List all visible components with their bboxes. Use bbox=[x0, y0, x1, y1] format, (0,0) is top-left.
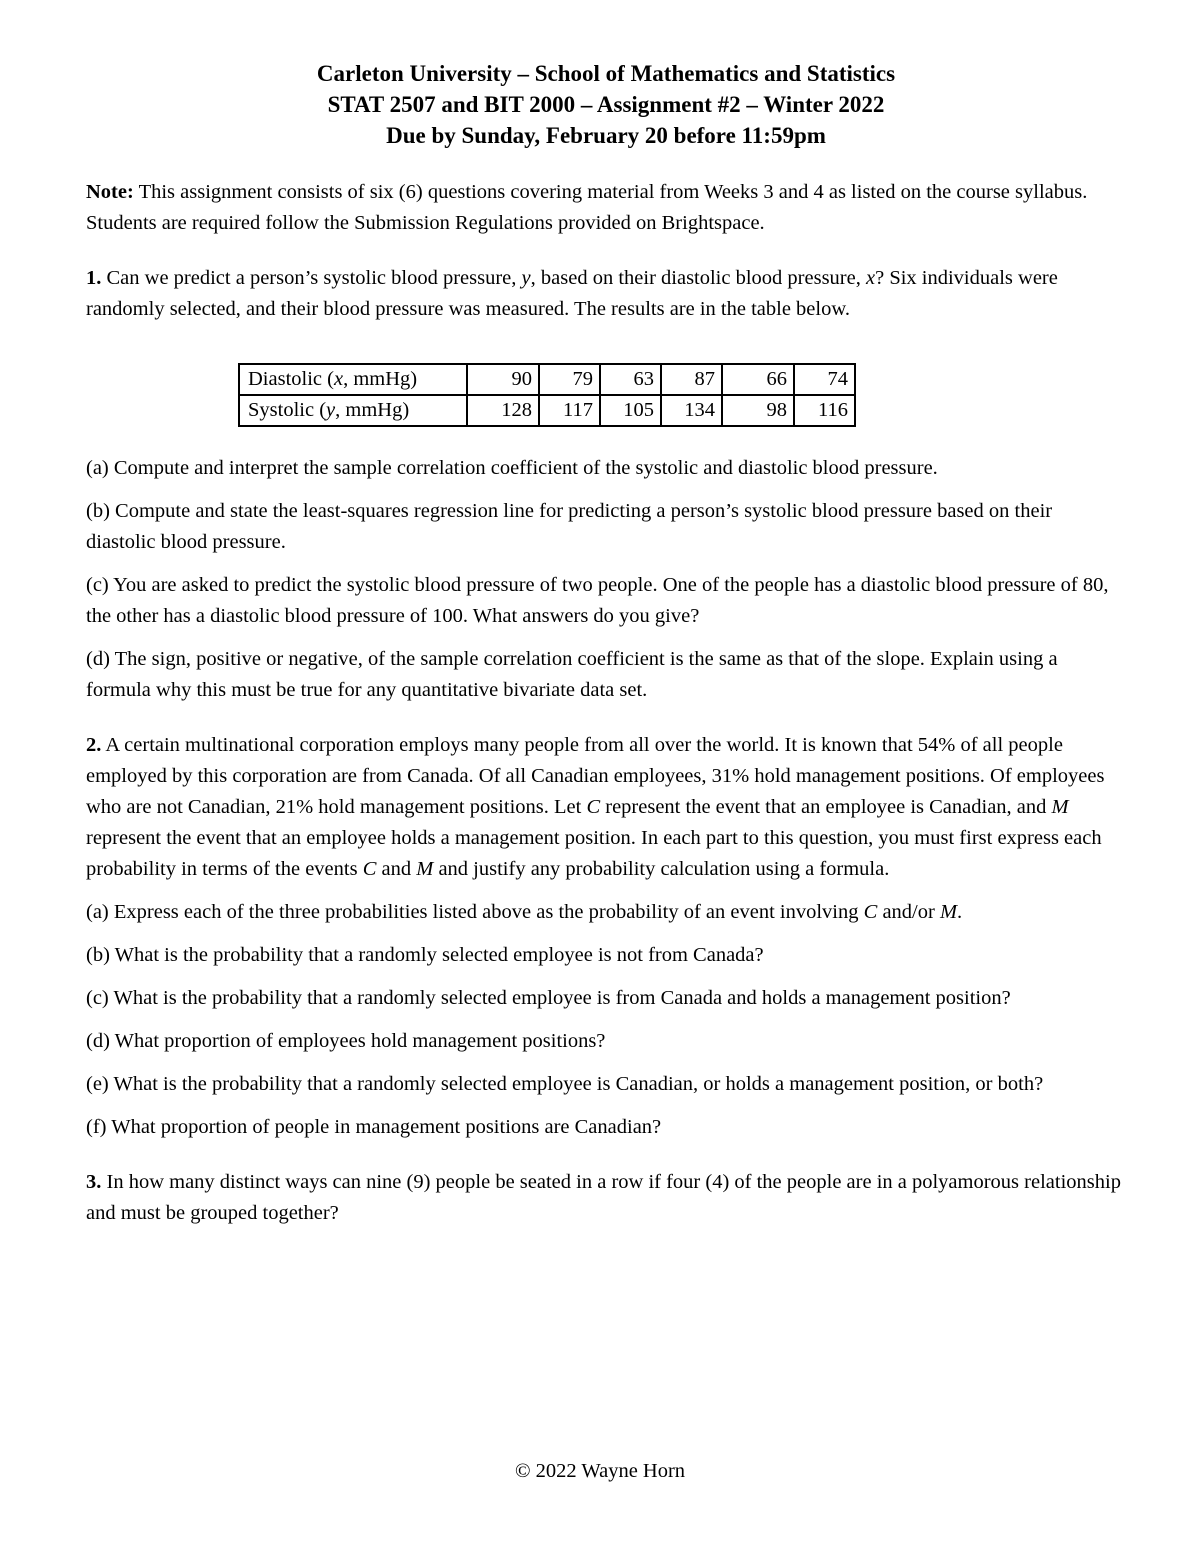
q2-intro-text: represent the event that an employee is Canadian, and bbox=[600, 796, 1052, 818]
q2-part-a bbox=[86, 897, 1126, 928]
q1-number: 1. bbox=[86, 267, 102, 289]
table-cell: 87 bbox=[661, 364, 722, 395]
table-cell: 66 bbox=[722, 364, 794, 395]
table-cell: 63 bbox=[600, 364, 661, 395]
label-var: y bbox=[326, 399, 336, 421]
note-text: This assignment consists of six (6) questions covering material from Weeks 3 and 4 as listed on the course syllabus. Students are required follow the Submission Regulations provided on Brightspace. bbox=[86, 181, 1088, 234]
q1-intro-text: , based on their diastolic blood pressure, bbox=[530, 267, 866, 289]
q3-number: 3. bbox=[86, 1171, 102, 1193]
copyright-footer: © 2022 Wayne Horn bbox=[514, 1460, 686, 1482]
label-text: , mmHg) bbox=[335, 399, 410, 421]
table-cell: 74 bbox=[794, 364, 855, 395]
row-label-diastolic bbox=[239, 364, 467, 395]
q2-var-m: M bbox=[416, 858, 434, 880]
q2-var-c: C bbox=[362, 858, 377, 880]
document-page bbox=[86, 58, 1126, 1229]
table-cell: 79 bbox=[539, 364, 600, 395]
header-due-date: Due by Sunday, February 20 before 11:59pm bbox=[386, 123, 826, 148]
header-university: Carleton University – School of Mathematics and Statistics bbox=[316, 61, 896, 86]
q2-intro-text: A certain multinational corporation employs many people from all over the world. It is known that 54% of all people employed by this corporation are from Canada. Of all Canadian employees, 31% hold management positions. Of employees who are not Canadian, 21% hold management positions. Let bbox=[86, 734, 1105, 818]
q2-intro-text: and justify any probability calculation using a formula. bbox=[433, 858, 890, 880]
q2-part-a-text: and/or bbox=[877, 901, 940, 923]
q1-part-d: (d) The sign, positive or negative, of the sample correlation coefficient is the same as that of the slope. Explain using a formula why this must be true for any quantitative bivariate data set. bbox=[86, 648, 1058, 701]
q2-number: 2. bbox=[86, 734, 102, 756]
q1-var-x: x bbox=[865, 267, 876, 289]
question-3 bbox=[86, 1167, 1126, 1229]
label-text: , mmHg) bbox=[343, 368, 418, 390]
q2-var-c: C bbox=[863, 901, 878, 923]
header-course: STAT 2507 and BIT 2000 – Assignment #2 – Winter 2022 bbox=[327, 92, 885, 117]
blood-pressure-table bbox=[238, 363, 856, 427]
question-1 bbox=[86, 263, 1126, 706]
q3-text bbox=[86, 1167, 1126, 1229]
table-cell: 117 bbox=[539, 395, 600, 426]
table-row-systolic bbox=[239, 395, 855, 426]
table-cell: 116 bbox=[794, 395, 855, 426]
q2-var-m: M bbox=[1051, 796, 1069, 818]
table-cell: 90 bbox=[467, 364, 539, 395]
q3-body: In how many distinct ways can nine (9) people be seated in a row if four (4) of the people are in a polyamorous relationship and must be grouped together? bbox=[86, 1171, 1121, 1224]
table-row-diastolic bbox=[239, 364, 855, 395]
q1-part-c: (c) You are asked to predict the systolic blood pressure of two people. One of the people has a diastolic blood pressure of 80, the other has a diastolic blood pressure of 100. What answers do you give? bbox=[86, 574, 1109, 627]
q2-part-c: (c) What is the probability that a randomly selected employee is from Canada and holds a management position? bbox=[86, 987, 1011, 1009]
q2-part-e: (e) What is the probability that a randomly selected employee is Canadian, or holds a management position, or both? bbox=[86, 1073, 1044, 1095]
table-cell: 105 bbox=[600, 395, 661, 426]
q2-intro-text: and bbox=[376, 858, 417, 880]
q2-intro bbox=[86, 730, 1126, 885]
q2-part-a-text: (a) Express each of the three probabilities listed above as the probability of an event involving bbox=[86, 901, 864, 923]
q2-var-m: M bbox=[939, 901, 958, 923]
q1-part-a: (a) Compute and interpret the sample correlation coefficient of the systolic and diastolic blood pressure. bbox=[86, 457, 938, 479]
q1-intro-text: Can we predict a person’s systolic blood pressure, bbox=[101, 267, 522, 289]
q1-var-y: y bbox=[521, 267, 531, 289]
note-label: Note: bbox=[86, 181, 134, 203]
question-2 bbox=[86, 730, 1126, 1143]
q2-part-f: (f) What proportion of people in management positions are Canadian? bbox=[86, 1116, 662, 1138]
q2-part-b: (b) What is the probability that a randomly selected employee is not from Canada? bbox=[86, 944, 764, 966]
note-paragraph bbox=[86, 177, 1126, 239]
q2-part-a-text: . bbox=[957, 901, 963, 923]
table-cell: 134 bbox=[661, 395, 722, 426]
q1-part-b: (b) Compute and state the least-squares regression line for predicting a person’s systolic blood pressure based on their diastolic blood pressure. bbox=[86, 500, 1053, 553]
q2-part-d: (d) What proportion of employees hold management positions? bbox=[86, 1030, 606, 1052]
row-label-systolic bbox=[239, 395, 467, 426]
q1-intro-text: ? Six individuals were randomly selected, and their blood pressure was measured. The results are in the table below. bbox=[86, 267, 1058, 320]
table-cell: 128 bbox=[467, 395, 539, 426]
document-header bbox=[86, 58, 1126, 151]
q2-intro-text: represent the event that an employee holds a management position. In each part to this question, you must first express each probability in terms of the events bbox=[86, 827, 1102, 880]
table-cell: 98 bbox=[722, 395, 794, 426]
q2-var-c: C bbox=[586, 796, 601, 818]
label-text: Systolic ( bbox=[248, 399, 327, 421]
label-text: Diastolic ( bbox=[248, 368, 334, 390]
q1-intro bbox=[86, 263, 1126, 325]
label-var: x bbox=[333, 368, 344, 390]
